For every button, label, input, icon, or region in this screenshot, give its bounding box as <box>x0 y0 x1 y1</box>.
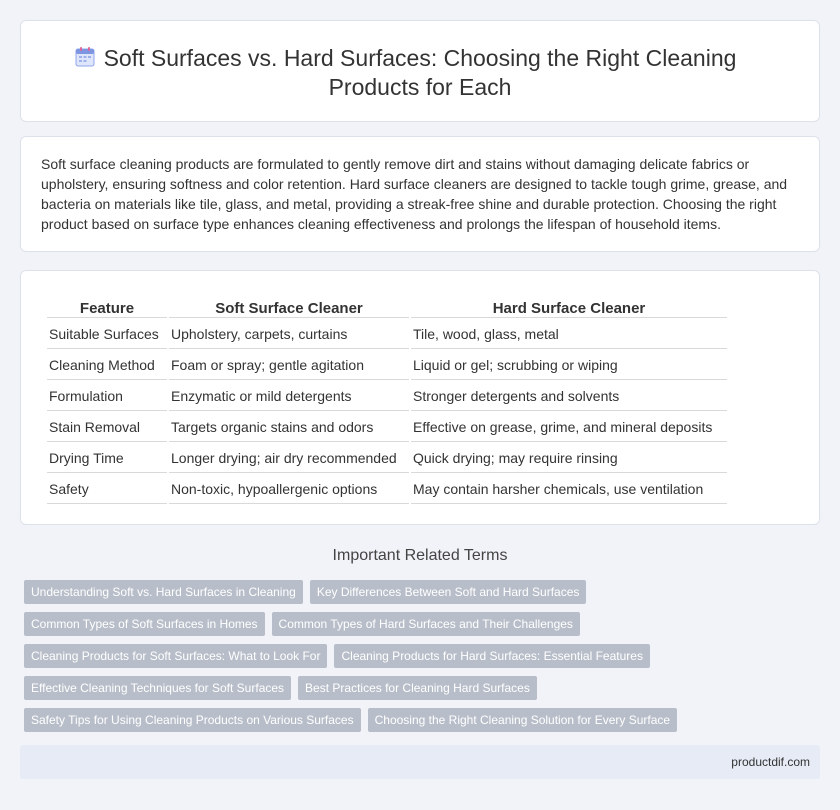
table-row <box>47 382 727 411</box>
tag-row <box>24 708 824 740</box>
table-row <box>47 475 727 504</box>
related-terms-heading: Important Related Terms <box>332 547 508 564</box>
related-term-link[interactable]: Common Types of Hard Surfaces and Their Challenges <box>272 612 580 636</box>
footer <box>20 745 820 779</box>
related-term-link[interactable]: Key Differences Between Soft and Hard Surfaces <box>310 580 587 604</box>
table-cell: Stronger detergents and solvents <box>411 382 727 411</box>
table-row <box>47 320 727 349</box>
tag-row <box>24 580 824 612</box>
header-card <box>20 20 820 122</box>
table-cell: Liquid or gel; scrubbing or wiping <box>411 351 727 380</box>
page-title: Soft Surfaces vs. Hard Surfaces: Choosing the Right Cleaning Products for Each <box>103 45 737 100</box>
table-row <box>47 351 727 380</box>
related-terms-list <box>24 580 824 740</box>
table-cell: Tile, wood, glass, metal <box>411 320 727 349</box>
table-cell: Safety <box>47 475 167 504</box>
table-cell: Quick drying; may require rinsing <box>411 444 727 473</box>
table-cell: Effective on grease, grime, and mineral deposits <box>411 413 727 442</box>
table-row <box>47 444 727 473</box>
intro-paragraph: Soft surface cleaning products are formulated to gently remove dirt and stains without damaging delicate fabrics or upholstery, ensuring softness and color retention. Hard surface cleaners are designed to tackle tough grime, grease, and bacteria on materials like tile, glass, and metal, providing a streak-free shine and durable protection. Choosing the right product based on surface type enhances cleaning effectiveness and prolongs the lifespan of household items. <box>41 156 788 232</box>
related-term-link[interactable]: Best Practices for Cleaning Hard Surfaces <box>298 676 537 700</box>
related-term-link[interactable]: Safety Tips for Using Cleaning Products on Various Surfaces <box>24 708 361 732</box>
related-term-link[interactable]: Cleaning Products for Soft Surfaces: What to Look For <box>24 644 327 668</box>
table-cell: Suitable Surfaces <box>47 320 167 349</box>
related-term-link[interactable]: Common Types of Soft Surfaces in Homes <box>24 612 265 636</box>
table-cell: May contain harsher chemicals, use ventilation <box>411 475 727 504</box>
comparison-card <box>20 270 820 525</box>
table-cell: Drying Time <box>47 444 167 473</box>
tag-row <box>24 612 824 644</box>
tag-row <box>24 676 824 708</box>
intro-card <box>20 136 820 252</box>
table-cell: Cleaning Method <box>47 351 167 380</box>
footer-site[interactable]: productdif.com <box>731 755 810 769</box>
column-header-hard: Hard Surface Cleaner <box>411 299 727 318</box>
related-term-link[interactable]: Cleaning Products for Hard Surfaces: Essential Features <box>334 644 649 668</box>
table-cell: Foam or spray; gentle agitation <box>169 351 409 380</box>
table-cell: Stain Removal <box>47 413 167 442</box>
table-header-row <box>47 299 727 318</box>
table-cell: Targets organic stains and odors <box>169 413 409 442</box>
table-cell: Formulation <box>47 382 167 411</box>
table-cell: Enzymatic or mild detergents <box>169 382 409 411</box>
tag-row <box>24 644 824 676</box>
table-row <box>47 413 727 442</box>
table-cell: Non-toxic, hypoallergenic options <box>169 475 409 504</box>
related-term-link[interactable]: Understanding Soft vs. Hard Surfaces in Cleaning <box>24 580 303 604</box>
table-cell: Longer drying; air dry recommended <box>169 444 409 473</box>
column-header-feature: Feature <box>47 299 167 318</box>
comparison-table <box>45 297 729 506</box>
related-term-link[interactable]: Effective Cleaning Techniques for Soft Surfaces <box>24 676 291 700</box>
table-cell: Upholstery, carpets, curtains <box>169 320 409 349</box>
related-term-link[interactable]: Choosing the Right Cleaning Solution for Every Surface <box>368 708 678 732</box>
column-header-soft: Soft Surface Cleaner <box>169 299 409 318</box>
